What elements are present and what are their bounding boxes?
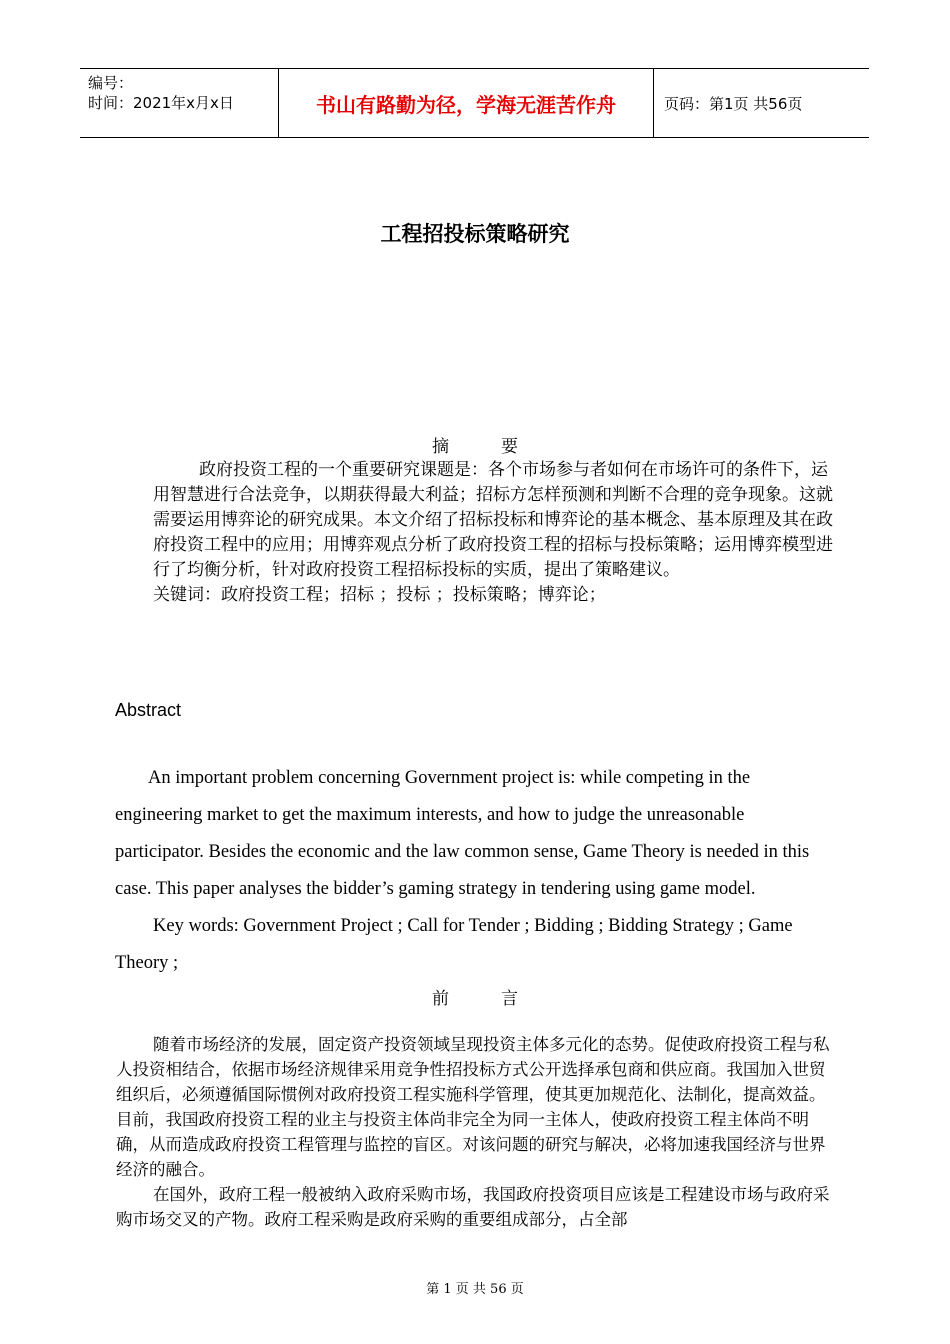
abstract-en-heading: Abstract [115,700,182,720]
preface-paragraph: 随着市场经济的发展，固定资产投资领域呈现投资主体多元化的态势。促使政府投资工程与私人投资相结合，依据市场经济规律采用竞争性招投标方式公开选择承包商和供应商。我国加入世贸组织后，必须遵循国际惯例对政府投资工程实施科学管理，使其更加规范化、法制化，提高效益。目前，我国政府投资工程的业主与投资主体尚非完全为同一主体人，使政府投资工程主体尚不明确，从而造成政府投资工程管理与监控的盲区。对该问题的研究与解决，必将加速我国经济与世界经济的融合。 [116,1035,830,1179]
preface-heading [0,984,950,1009]
abstract-cn-body: 政府投资工程的一个重要研究课题是：各个市场参与者如何在市场许可的条件下，运用智慧进行合法竞争，以期获得最大利益；招标方怎样预测和判断不合理的竞争现象。这就需要运用博弈论的研究成果。本文介绍了招标投标和博弈论的基本概念、基本原理及其在政府投资工程中的应用；用博弈观点分析了政府投资工程的招标与投标策略；运用博弈模型进行了均衡分析，针对政府投资工程招标投标的实质，提出了策略建议。 [153,460,833,580]
preface-heading-right: 言 [501,989,518,1009]
time-label: 时间：2021年x月x日 [88,94,234,112]
page-header [80,68,869,138]
abstract-en-body: An important problem concerning Government project is: while competing in the engineering market to get the maximum interests, and how to judge the unreasonable participator. Besides the economic and the law common sense, Game Theory is needed in this case. This paper analyses the bidder’s gaming strategy in tendering using game model. [115,768,810,899]
header-meta [80,69,279,137]
abstract-cn-keywords: 关键词：政府投资工程；招标 ；投标 ；投标策略；博弈论； [153,585,606,605]
page-footer: 第 1 页 共 56 页 [426,1282,524,1297]
header-page-info: 页码：第1页 共56页 [664,94,803,113]
preface-paragraph: 在国外，政府工程一般被纳入政府采购市场，我国政府投资项目应该是工程建设市场与政府采购市场交叉的产物。政府工程采购是政府采购的重要组成部分，占全部 [116,1185,830,1229]
header-motto: 书山有路勤为径，学海无涯苦作舟 [279,69,654,137]
abstract-en-keywords: Key words: Government Project ; Call for Tender ; Bidding ; Bidding Strategy ; Game Theory ; [115,916,793,973]
preface-heading-left: 前 [432,989,449,1009]
document-title: 工程招投标策略研究 [380,222,570,246]
abstract-cn-heading [0,432,950,457]
abstract-cn-heading-right: 要 [501,437,518,457]
abstract-cn [153,458,833,608]
abstract-en [115,760,835,982]
abstract-cn-heading-left: 摘 [432,437,449,457]
number-label: 编号： [88,74,134,92]
preface-body [116,1032,832,1232]
